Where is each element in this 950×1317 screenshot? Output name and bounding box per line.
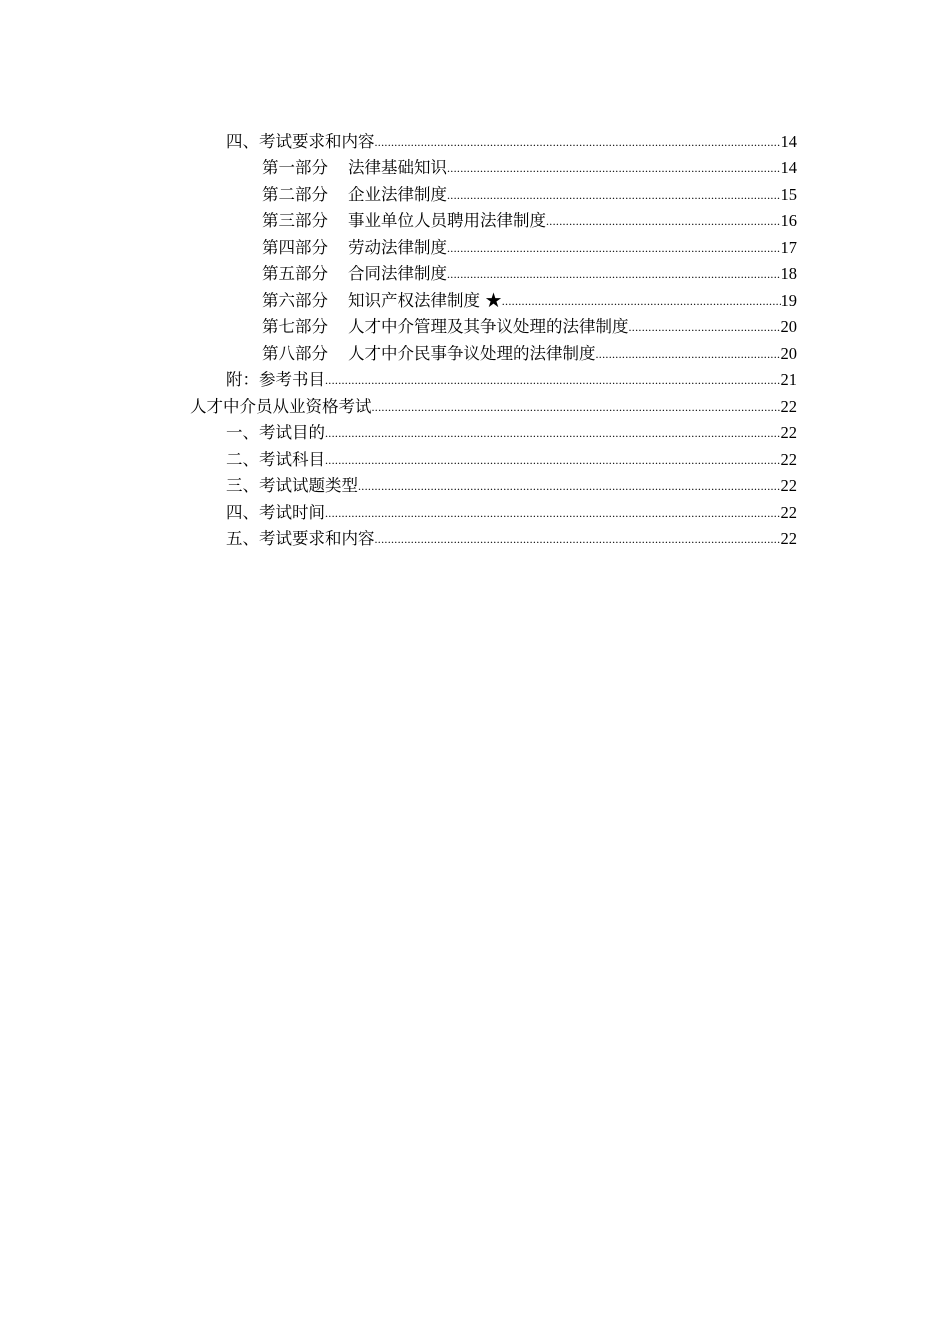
toc-entry-title: 附：参考书目 <box>226 370 325 389</box>
toc-entry[interactable] <box>226 446 797 473</box>
toc-leader-dots <box>325 449 781 473</box>
toc-entry-title: 四、考试时间 <box>226 502 325 522</box>
toc-page-number: 22 <box>780 423 797 442</box>
toc-entry-title: 第一部分 法律基础知识 <box>262 158 447 177</box>
toc-leader-dots <box>375 528 781 552</box>
toc-leader-dots <box>596 343 781 367</box>
toc-leader-dots <box>502 290 781 314</box>
toc-page-number: 14 <box>780 158 797 177</box>
toc-leader-dots <box>372 396 781 420</box>
toc-entry-title: 第三部分 事业单位人员聘用法律制度 <box>262 211 546 230</box>
toc-leader-dots <box>358 475 781 499</box>
toc-leader-dots <box>447 237 781 261</box>
toc-entry[interactable] <box>262 181 797 208</box>
toc-entry-title: 第二部分 企业法律制度 <box>262 184 447 204</box>
toc-page-number: 22 <box>780 449 797 469</box>
toc-page-number: 16 <box>780 211 797 230</box>
toc-page-number: 22 <box>780 396 797 416</box>
toc-leader-dots <box>447 184 781 208</box>
toc-entry[interactable] <box>226 526 797 553</box>
toc-leader-dots <box>447 263 781 287</box>
toc-leader-dots <box>546 210 781 234</box>
toc-leader-dots <box>325 422 781 446</box>
toc-page-number: 20 <box>780 317 797 336</box>
toc-entry-title: 第七部分 人才中介管理及其争议处理的法律制度 <box>262 317 629 336</box>
toc-entry[interactable] <box>226 128 797 155</box>
toc-page-number: 22 <box>780 476 797 495</box>
toc-leader-dots <box>325 502 781 526</box>
toc-leader-dots <box>325 369 781 393</box>
table-of-contents <box>0 128 950 552</box>
toc-entry[interactable] <box>262 340 797 367</box>
toc-page-number: 21 <box>780 370 797 389</box>
toc-page-number: 19 <box>780 290 797 310</box>
toc-entry[interactable] <box>226 367 797 394</box>
toc-entry-title: 二、考试科目 <box>226 449 325 469</box>
toc-page-number: 22 <box>780 502 797 522</box>
toc-entry-title: 五、考试要求和内容 <box>226 529 375 548</box>
toc-entry[interactable] <box>226 420 797 447</box>
toc-page-number: 20 <box>780 343 797 363</box>
toc-leader-dots <box>447 157 781 181</box>
toc-entry[interactable] <box>190 393 797 420</box>
toc-page-number: 14 <box>780 131 797 151</box>
toc-entry[interactable] <box>262 155 797 182</box>
toc-page-number: 15 <box>780 184 797 204</box>
toc-entry[interactable] <box>262 208 797 235</box>
toc-page-number: 17 <box>780 237 797 257</box>
toc-entry-title: 四、考试要求和内容 <box>226 131 375 151</box>
toc-entry-title: 第四部分 劳动法律制度 <box>262 237 447 257</box>
toc-leader-dots <box>375 131 781 155</box>
toc-entry[interactable] <box>226 499 797 526</box>
toc-entry[interactable] <box>262 261 797 288</box>
toc-entry[interactable] <box>262 287 797 314</box>
toc-leader-dots <box>629 316 781 340</box>
toc-entry-title: 人才中介员从业资格考试 <box>190 396 372 416</box>
toc-entry[interactable] <box>262 314 797 341</box>
toc-entry-title: 三、考试试题类型 <box>226 476 358 495</box>
toc-entry-title: 第五部分 合同法律制度 <box>262 264 447 283</box>
toc-entry[interactable] <box>226 473 797 500</box>
toc-page-number: 18 <box>780 264 797 283</box>
toc-entry-title: 一、考试目的 <box>226 423 325 442</box>
toc-entry-title: 第六部分 知识产权法律制度 ★ <box>262 290 502 310</box>
toc-page-number: 22 <box>780 529 797 548</box>
toc-entry[interactable] <box>262 234 797 261</box>
toc-entry-title: 第八部分 人才中介民事争议处理的法律制度 <box>262 343 596 363</box>
